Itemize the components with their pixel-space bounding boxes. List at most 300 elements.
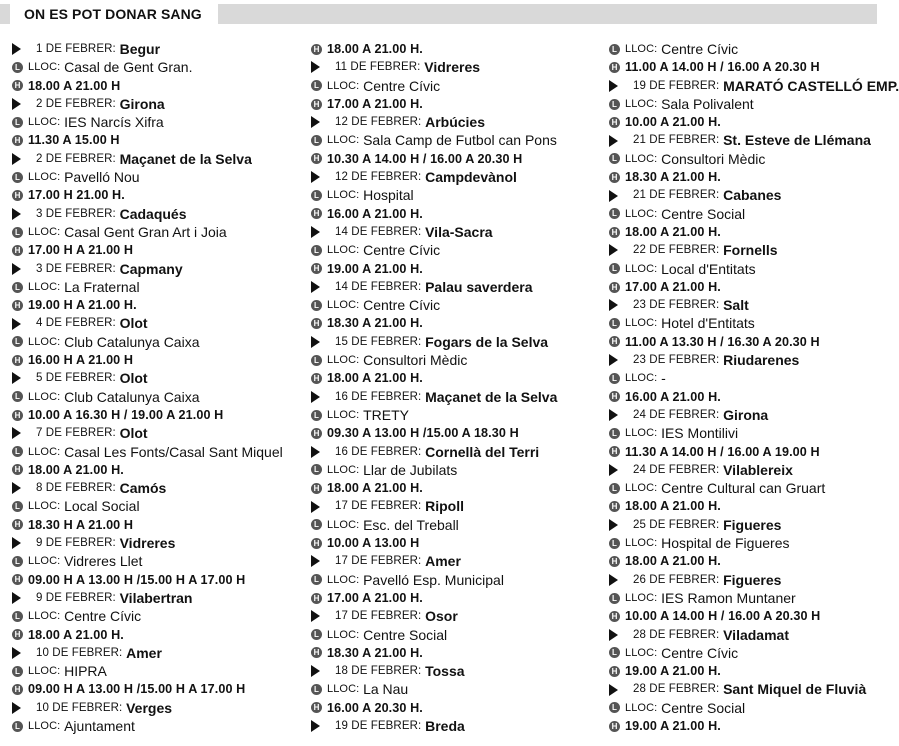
hours-text: 17.00 A 21.00 H. xyxy=(327,96,423,111)
l-circle-icon: L xyxy=(609,44,620,55)
venue-name: Consultori Mèdic xyxy=(661,150,766,167)
venue-name: Centre Cívic xyxy=(363,77,441,94)
venue-label: LLOC: xyxy=(28,610,61,623)
date-entry xyxy=(311,223,601,241)
venue-name: IES Montilivi xyxy=(661,425,739,442)
l-circle-icon: L xyxy=(12,336,23,347)
hours-entry xyxy=(609,113,899,131)
entry-town: Vilabertran xyxy=(119,589,193,606)
hours-text: 18.30 A 21.00 H. xyxy=(327,316,423,331)
hours-entry xyxy=(609,388,899,406)
venue-name: Centre Cívic xyxy=(661,644,739,661)
hours-text: 18.00 A 21.00 H. xyxy=(327,481,423,496)
entry-date: 23 DE FEBRER: xyxy=(633,299,720,312)
hours-text: 18.30 A 21.00 H. xyxy=(327,645,423,660)
entry-town: Osor xyxy=(425,608,458,625)
venue-entry xyxy=(609,479,899,497)
h-circle-icon: H xyxy=(12,300,23,311)
h-circle-icon: H xyxy=(609,391,620,402)
venue-label: LLOC: xyxy=(28,225,61,238)
venue-label: LLOC: xyxy=(327,134,360,147)
venue-entry xyxy=(609,40,899,58)
venue-name: Centre Cívic xyxy=(363,297,441,314)
venue-entry xyxy=(12,58,302,76)
hours-entry xyxy=(12,571,302,589)
arrow-right-icon xyxy=(609,464,627,476)
hours-entry xyxy=(311,644,601,662)
hours-entry xyxy=(12,516,302,534)
entry-town: Girona xyxy=(723,406,769,423)
entry-town: Riudarenes xyxy=(723,352,800,369)
venue-name: Club Catalunya Caixa xyxy=(64,388,200,405)
venue-entry xyxy=(311,351,601,369)
venue-label: LLOC: xyxy=(28,116,61,129)
h-circle-icon: H xyxy=(12,684,23,695)
header-bar xyxy=(0,4,877,24)
hours-entry xyxy=(12,77,302,95)
date-entry xyxy=(311,443,601,461)
venue-entry xyxy=(609,424,899,442)
venue-label: LLOC: xyxy=(625,537,658,550)
hours-entry xyxy=(609,552,899,570)
date-entry xyxy=(609,461,899,479)
entry-date: 7 DE FEBRER: xyxy=(36,427,116,440)
venue-label: LLOC: xyxy=(625,43,658,55)
venue-name: Centre Cívic xyxy=(363,242,441,259)
l-circle-icon: L xyxy=(12,611,23,622)
venue-entry xyxy=(311,186,601,204)
h-circle-icon: H xyxy=(609,721,620,732)
l-circle-icon: L xyxy=(12,391,23,402)
entry-date: 24 DE FEBRER: xyxy=(633,463,720,476)
date-entry xyxy=(12,699,302,717)
venue-name: Hotel d'Entitats xyxy=(661,315,755,332)
entry-date: 21 DE FEBRER: xyxy=(633,134,720,147)
h-circle-icon: H xyxy=(609,336,620,347)
date-entry xyxy=(609,516,899,534)
hours-text: 17.00 A 21.00 H. xyxy=(327,590,423,605)
venue-name: Pavelló Esp. Municipal xyxy=(363,571,504,588)
hours-entry xyxy=(609,223,899,241)
venue-entry xyxy=(311,680,601,698)
arrow-right-icon xyxy=(12,427,30,439)
entry-town: St. Esteve de Llémana xyxy=(723,132,871,149)
entry-date: 2 DE FEBRER: xyxy=(36,97,116,110)
hours-entry xyxy=(609,662,899,680)
hours-text: 18.00 A 21.00 H. xyxy=(28,627,124,642)
arrow-right-icon xyxy=(609,244,627,256)
entry-town: Palau saverdera xyxy=(425,278,533,295)
hours-text: 19.00 A 21.00 H. xyxy=(625,664,721,679)
entry-town: Fogars de la Selva xyxy=(425,333,549,350)
h-circle-icon: H xyxy=(609,282,620,293)
venue-label: LLOC: xyxy=(327,628,360,641)
entry-date: 19 DE FEBRER: xyxy=(335,719,422,732)
h-circle-icon: H xyxy=(609,611,620,622)
hours-entry xyxy=(311,150,601,168)
date-entry xyxy=(311,717,601,735)
l-circle-icon: L xyxy=(311,574,322,585)
entry-town: Girona xyxy=(119,95,165,112)
hours-text: 16.00 A 21.00 H. xyxy=(625,389,721,404)
entry-town: Olot xyxy=(119,315,148,332)
hours-text: 18.00 A 21.00 H xyxy=(28,78,121,93)
h-circle-icon: H xyxy=(12,245,23,256)
date-entry xyxy=(12,589,302,607)
date-entry xyxy=(12,205,302,223)
hours-text: 10.00 A 14.00 H / 16.00 A 20.30 H xyxy=(625,609,821,624)
l-circle-icon: L xyxy=(609,208,620,219)
venue-name: IES Narcís Xifra xyxy=(64,114,164,131)
arrow-right-icon xyxy=(311,665,329,677)
date-entry xyxy=(311,58,601,76)
date-entry xyxy=(12,260,302,278)
venue-entry xyxy=(12,607,302,625)
date-entry xyxy=(311,552,601,570)
entry-town: Arbúcies xyxy=(425,114,486,131)
venue-entry xyxy=(609,534,899,552)
hours-entry xyxy=(609,497,899,515)
l-circle-icon: L xyxy=(12,666,23,677)
date-entry xyxy=(311,333,601,351)
page-title: ON ES POT DONAR SANG xyxy=(10,4,218,24)
entry-date: 24 DE FEBRER: xyxy=(633,408,720,421)
hours-entry xyxy=(609,58,899,76)
hours-text: 17.00 H A 21.00 H xyxy=(28,243,134,258)
hours-entry xyxy=(311,424,601,442)
venue-name: TRETY xyxy=(363,406,409,423)
hours-text: 16.00 A 20.30 H. xyxy=(327,700,423,715)
h-circle-icon: H xyxy=(311,153,322,164)
hours-entry xyxy=(311,534,601,552)
venue-entry xyxy=(12,443,302,461)
l-circle-icon: L xyxy=(609,263,620,274)
venue-name: Centre Social xyxy=(661,205,746,222)
venue-entry xyxy=(12,278,302,296)
arrow-right-icon xyxy=(12,43,30,55)
l-circle-icon: L xyxy=(311,80,322,91)
entry-date: 22 DE FEBRER: xyxy=(633,244,720,257)
l-circle-icon: L xyxy=(12,282,23,293)
arrow-right-icon xyxy=(12,208,30,220)
arrow-right-icon xyxy=(609,354,627,366)
h-circle-icon: H xyxy=(12,629,23,640)
h-circle-icon: H xyxy=(311,318,322,329)
hours-text: 16.00 A 21.00 H. xyxy=(327,206,423,221)
date-entry xyxy=(609,680,899,698)
l-circle-icon: L xyxy=(609,428,620,439)
h-circle-icon: H xyxy=(609,172,620,183)
arrow-right-icon xyxy=(12,153,30,165)
arrow-right-icon xyxy=(12,592,30,604)
l-circle-icon: L xyxy=(12,721,23,732)
entry-town: Capmany xyxy=(119,260,183,277)
l-circle-icon: L xyxy=(12,117,23,128)
venue-entry xyxy=(12,113,302,131)
entry-date: 25 DE FEBRER: xyxy=(633,518,720,531)
hours-entry xyxy=(12,626,302,644)
venue-label: LLOC: xyxy=(28,445,61,458)
hours-text: 16.00 H A 21.00 H xyxy=(28,353,134,368)
entry-town: Figueres xyxy=(723,571,782,588)
entry-town: Campdevànol xyxy=(425,169,517,186)
venue-label: LLOC: xyxy=(625,317,658,330)
venue-name: Centre Cultural can Gruart xyxy=(661,480,826,497)
entry-date: 16 DE FEBRER: xyxy=(335,445,422,458)
h-circle-icon: H xyxy=(311,593,322,604)
venue-name: Sala Camp de Futbol can Pons xyxy=(363,132,557,149)
hours-entry xyxy=(12,186,302,204)
arrow-right-icon xyxy=(311,226,329,238)
entry-town: Cornellà del Terri xyxy=(425,443,540,460)
venue-name: Casal Gent Gran Art i Joia xyxy=(64,223,227,240)
hours-entry xyxy=(12,131,302,149)
l-circle-icon: L xyxy=(311,355,322,366)
venue-name: Centre Cívic xyxy=(661,41,739,57)
entry-town: Sant Miquel de Fluvià xyxy=(723,681,867,698)
venue-label: LLOC: xyxy=(625,262,658,275)
h-circle-icon: H xyxy=(12,355,23,366)
venue-name: Pavelló Nou xyxy=(64,169,140,186)
venue-entry xyxy=(609,150,899,168)
hours-text: 18.00 A 21.00 H. xyxy=(625,499,721,514)
h-circle-icon: H xyxy=(12,410,23,421)
hours-text: 10.00 A 16.30 H / 19.00 A 21.00 H xyxy=(28,407,224,422)
date-entry xyxy=(12,479,302,497)
hours-text: 19.00 A 21.00 H. xyxy=(327,261,423,276)
entry-town: Figueres xyxy=(723,516,782,533)
venue-label: LLOC: xyxy=(625,207,658,220)
entry-town: Amer xyxy=(126,644,162,661)
hours-entry xyxy=(311,205,601,223)
venue-label: LLOC: xyxy=(28,555,61,568)
entry-date: 17 DE FEBRER: xyxy=(335,610,422,623)
entry-town: Viladamat xyxy=(723,626,789,643)
l-circle-icon: L xyxy=(311,245,322,256)
l-circle-icon: L xyxy=(609,483,620,494)
hours-entry xyxy=(609,333,899,351)
entry-date: 19 DE FEBRER: xyxy=(633,79,720,92)
venue-name: Club Catalunya Caixa xyxy=(64,333,200,350)
l-circle-icon: L xyxy=(311,464,322,475)
h-circle-icon: H xyxy=(12,190,23,201)
date-entry xyxy=(311,168,601,186)
venue-label: LLOC: xyxy=(28,61,61,74)
hours-text: 09.00 H A 13.00 H /15.00 H A 17.00 H xyxy=(28,572,246,587)
arrow-right-icon xyxy=(609,519,627,531)
date-entry xyxy=(12,424,302,442)
h-circle-icon: H xyxy=(311,538,322,549)
venue-name: Hospital de Figueres xyxy=(661,535,790,552)
venue-entry xyxy=(609,589,899,607)
date-entry xyxy=(311,607,601,625)
venue-entry xyxy=(609,369,899,387)
hours-entry xyxy=(311,95,601,113)
entry-town: Amer xyxy=(425,553,461,570)
venue-entry xyxy=(12,168,302,186)
l-circle-icon: L xyxy=(12,62,23,73)
l-circle-icon: L xyxy=(609,702,620,713)
arrow-right-icon xyxy=(311,446,329,458)
venue-name: Esc. del Treball xyxy=(363,516,459,533)
entry-town: Cabanes xyxy=(723,187,782,204)
l-circle-icon: L xyxy=(12,172,23,183)
entry-town: MARATÓ CASTELLÓ EMP. xyxy=(723,77,899,94)
arrow-right-icon xyxy=(311,61,329,73)
l-circle-icon: L xyxy=(311,135,322,146)
h-circle-icon: H xyxy=(311,99,322,110)
arrow-right-icon xyxy=(12,318,30,330)
h-circle-icon: H xyxy=(12,519,23,530)
venue-label: LLOC: xyxy=(327,79,360,92)
venue-label: LLOC: xyxy=(28,665,61,678)
entry-town: Camós xyxy=(119,480,167,497)
hours-text: 18.00 A 21.00 H. xyxy=(327,371,423,386)
arrow-right-icon xyxy=(311,610,329,622)
hours-text: 18.00 A 21.00 H. xyxy=(625,224,721,239)
venue-label: LLOC: xyxy=(327,408,360,421)
entry-date: 3 DE FEBRER: xyxy=(36,262,116,275)
entry-town: Tossa xyxy=(425,663,465,680)
venue-entry xyxy=(12,552,302,570)
entry-town: Breda xyxy=(425,717,465,734)
hours-entry xyxy=(311,369,601,387)
hours-text: 11.30 A 14.00 H / 16.00 A 19.00 H xyxy=(625,444,820,459)
entry-town: Olot xyxy=(119,425,148,442)
date-entry xyxy=(12,314,302,332)
venue-label: LLOC: xyxy=(327,683,360,696)
h-circle-icon: H xyxy=(12,135,23,146)
entry-date: 11 DE FEBRER: xyxy=(335,61,421,74)
hours-text: 17.00 H 21.00 H. xyxy=(28,188,125,203)
l-circle-icon: L xyxy=(609,99,620,110)
h-circle-icon: H xyxy=(12,80,23,91)
entry-date: 28 DE FEBRER: xyxy=(633,683,720,696)
entry-date: 8 DE FEBRER: xyxy=(36,482,116,495)
arrow-right-icon xyxy=(12,98,30,110)
arrow-right-icon xyxy=(311,720,329,732)
entry-date: 9 DE FEBRER: xyxy=(36,591,116,604)
date-entry xyxy=(609,626,899,644)
h-circle-icon: H xyxy=(609,62,620,73)
venue-name: Consultori Mèdic xyxy=(363,352,468,369)
venue-name: Casal de Gent Gran. xyxy=(64,59,193,76)
arrow-right-icon xyxy=(12,537,30,549)
hours-entry xyxy=(311,314,601,332)
hours-text: 11.00 A 13.30 H / 16.30 A 20.30 H xyxy=(625,334,820,349)
arrow-right-icon xyxy=(609,409,627,421)
venue-entry xyxy=(609,95,899,113)
venue-label: LLOC: xyxy=(28,390,61,403)
entry-date: 14 DE FEBRER: xyxy=(335,225,422,238)
venue-label: LLOC: xyxy=(625,372,658,385)
date-entry xyxy=(609,186,899,204)
hours-entry xyxy=(311,40,601,58)
arrow-right-icon xyxy=(311,281,329,293)
venue-name: Centre Cívic xyxy=(64,608,142,625)
hours-text: 11.00 A 14.00 H / 16.00 A 20.30 H xyxy=(625,60,820,75)
venue-entry xyxy=(12,717,302,735)
arrow-right-icon xyxy=(609,190,627,202)
h-circle-icon: H xyxy=(311,647,322,658)
venue-entry xyxy=(311,571,601,589)
venue-name: - xyxy=(661,370,666,387)
arrow-right-icon xyxy=(609,80,627,92)
hours-text: 11.30 A 15.00 H xyxy=(28,133,120,148)
date-entry xyxy=(12,40,302,58)
entry-town: Ripoll xyxy=(425,498,464,515)
venue-name: Centre Social xyxy=(363,626,448,643)
entry-date: 14 DE FEBRER: xyxy=(335,280,422,293)
venue-label: LLOC: xyxy=(327,244,360,257)
venue-entry xyxy=(609,205,899,223)
venue-entry xyxy=(311,406,601,424)
l-circle-icon: L xyxy=(609,538,620,549)
entry-town: Verges xyxy=(126,699,173,716)
date-entry xyxy=(311,278,601,296)
arrow-right-icon xyxy=(12,482,30,494)
entry-date: 17 DE FEBRER: xyxy=(335,500,422,513)
entry-town: Olot xyxy=(119,370,148,387)
venue-label: LLOC: xyxy=(625,701,658,714)
venue-entry xyxy=(12,662,302,680)
entry-date: 28 DE FEBRER: xyxy=(633,628,720,641)
arrow-right-icon xyxy=(609,574,627,586)
hours-entry xyxy=(12,351,302,369)
h-circle-icon: H xyxy=(609,501,620,512)
arrow-right-icon xyxy=(12,263,30,275)
venue-name: HIPRA xyxy=(64,663,107,680)
venue-name: Local d'Entitats xyxy=(661,260,756,277)
h-circle-icon: H xyxy=(609,556,620,567)
entry-town: Maçanet de la Selva xyxy=(425,388,558,405)
h-circle-icon: H xyxy=(609,117,620,128)
venue-label: LLOC: xyxy=(327,354,360,367)
venue-label: LLOC: xyxy=(28,280,61,293)
h-circle-icon: H xyxy=(311,702,322,713)
hours-entry xyxy=(12,461,302,479)
venue-name: La Nau xyxy=(363,681,409,698)
venue-entry xyxy=(311,461,601,479)
date-entry xyxy=(609,351,899,369)
venue-entry xyxy=(12,497,302,515)
h-circle-icon: H xyxy=(12,464,23,475)
venue-entry xyxy=(12,388,302,406)
entry-date: 1 DE FEBRER: xyxy=(36,43,116,55)
hours-text: 09.30 A 13.00 H /15.00 A 18.30 H xyxy=(327,426,519,441)
venue-entry xyxy=(311,516,601,534)
entry-date: 16 DE FEBRER: xyxy=(335,390,422,403)
venue-label: LLOC: xyxy=(28,335,61,348)
hours-text: 18.00 A 21.00 H. xyxy=(625,554,721,569)
l-circle-icon: L xyxy=(609,318,620,329)
hours-text: 18.00 A 21.00 H. xyxy=(327,42,423,56)
h-circle-icon: H xyxy=(609,227,620,238)
schedule-column-1 xyxy=(12,40,302,735)
h-circle-icon: H xyxy=(311,373,322,384)
date-entry xyxy=(12,150,302,168)
venue-entry xyxy=(12,333,302,351)
venue-label: LLOC: xyxy=(327,299,360,312)
venue-entry xyxy=(311,77,601,95)
hours-entry xyxy=(311,699,601,717)
h-circle-icon: H xyxy=(609,666,620,677)
h-circle-icon: H xyxy=(311,483,322,494)
entry-town: Cadaqués xyxy=(119,205,187,222)
l-circle-icon: L xyxy=(311,190,322,201)
hours-entry xyxy=(609,607,899,625)
entry-date: 9 DE FEBRER: xyxy=(36,537,116,550)
